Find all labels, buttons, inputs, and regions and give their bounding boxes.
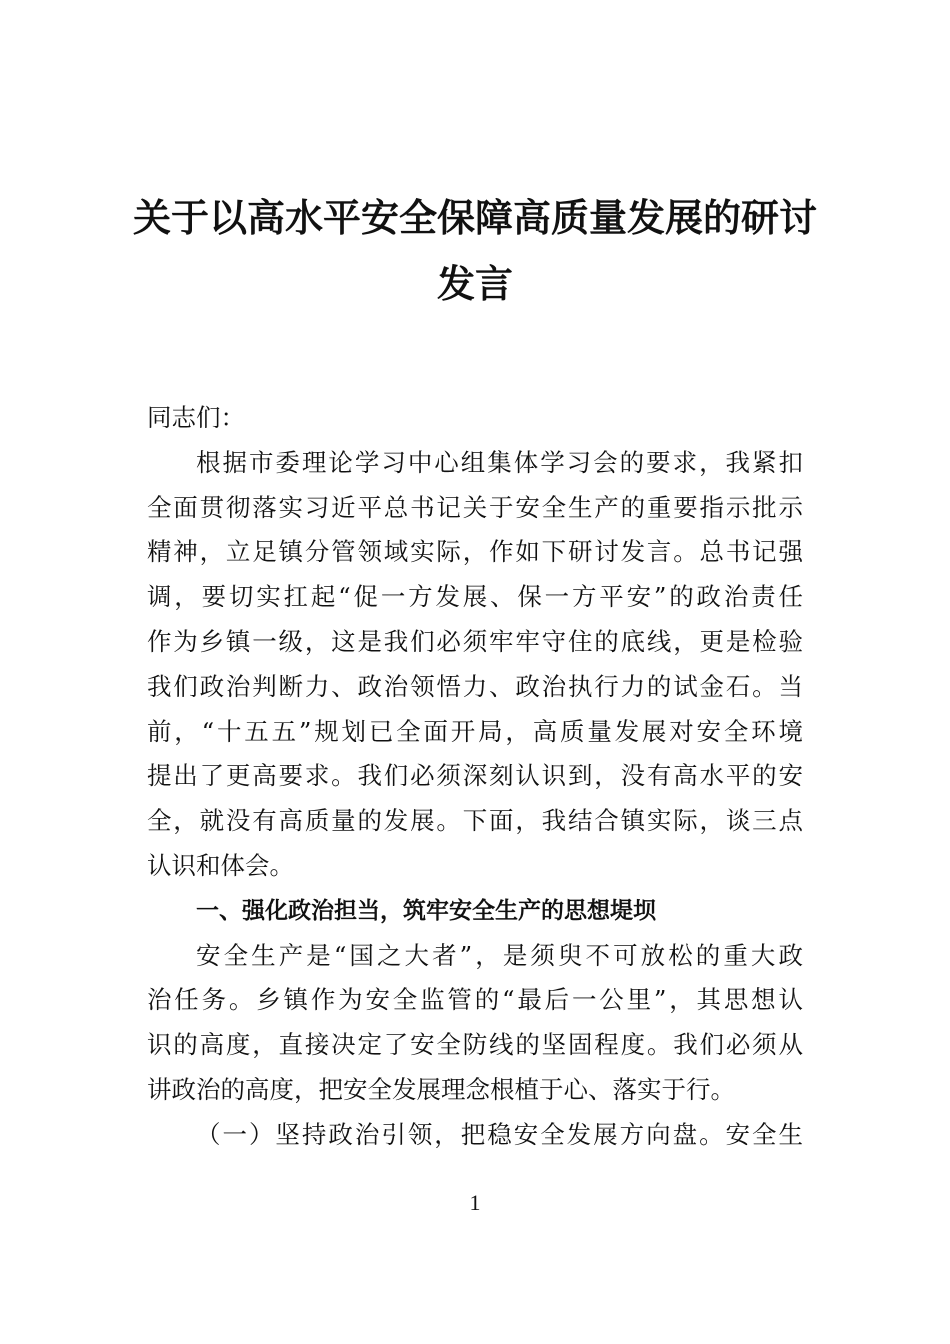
paragraph-2-line: 安全生产是“国之大者”，是须臾不可放松的重大政 (196, 940, 803, 970)
paragraph-1-line: 认识和体会。 (147, 850, 294, 880)
paragraph-1-line: 根据市委理论学习中心组集体学习会的要求，我紧扣 (196, 447, 803, 477)
paragraph-1-line: 提出了更高要求。我们必须深刻认识到，没有高水平的安 (147, 761, 803, 791)
section-heading-1: 一、强化政治担当，筑牢安全生产的思想堤坝 (196, 897, 656, 924)
paragraph-1-line: 作为乡镇一级，这是我们必须牢牢守住的底线，更是检验 (147, 626, 803, 656)
page-number: 1 (469, 1190, 481, 1215)
document-body (147, 396, 803, 1158)
paragraph-1-line: 前，“十五五”规划已全面开局，高质量发展对安全环境 (147, 716, 803, 746)
paragraph-1-line: 全，就没有高质量的发展。下面，我结合镇实际，谈三点 (147, 806, 803, 836)
paragraph-1-line: 调，要切实扛起“促一方发展、保一方平安”的政治责任 (147, 582, 803, 612)
document-title-line-2: 发言 (436, 261, 513, 306)
paragraph-1-line: 我们政治判断力、政治领悟力、政治执行力的试金石。当 (147, 671, 803, 701)
paragraph-2-line: 讲政治的高度，把安全发展理念根植于心、落实于行。 (147, 1074, 735, 1104)
paragraph-1-line: 全面贯彻落实习近平总书记关于安全生产的重要指示批示 (147, 492, 803, 522)
paragraph-1-line: 精神，立足镇分管领域实际，作如下研讨发言。总书记强 (147, 537, 803, 567)
salutation: 同志们： (147, 403, 245, 432)
subheading-1-line: （一）坚持政治引领，把稳安全发展方向盘。安全生 (196, 1119, 803, 1149)
paragraph-2-line: 治任务。乡镇作为安全监管的“最后一公里”，其思想认 (147, 985, 803, 1015)
paragraph-2-line: 识的高度，直接决定了安全防线的坚固程度。我们必须从 (147, 1030, 803, 1060)
document-title-line-1: 关于以高水平安全保障高质量发展的研讨 (132, 195, 817, 240)
